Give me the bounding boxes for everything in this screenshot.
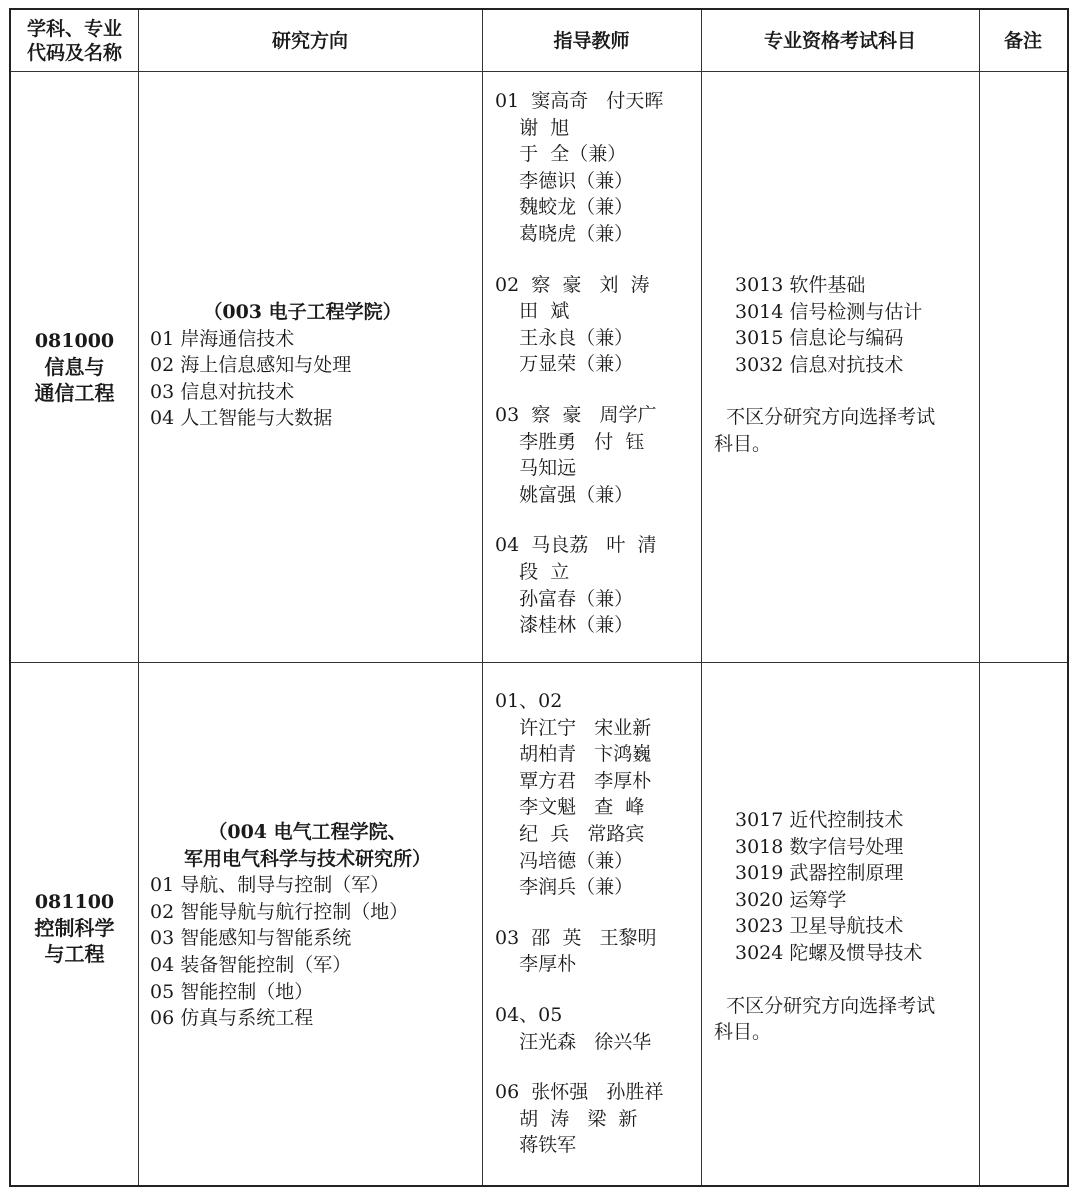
- advisor-group: [495, 402, 695, 508]
- major-name-line: 通信工程: [34, 381, 115, 405]
- column-divider: [482, 10, 483, 1185]
- institute-label: 军用电气科学与技术研究所）: [183, 847, 431, 870]
- exam-note: 科目。: [714, 432, 772, 455]
- advisor-line: 04、05: [495, 1003, 563, 1026]
- advisor-line: 02 察 豪 刘 涛: [495, 273, 650, 296]
- institute-label: （004 电气工程学院、: [208, 821, 407, 843]
- exam-subject: 3014 信号检测与估计: [735, 300, 923, 323]
- major-code: 081100: [34, 891, 115, 913]
- direction-item: 01 导航、制导与控制（军）: [150, 874, 390, 897]
- major-081000: [11, 328, 138, 406]
- advisor-line: 蒋铁军: [495, 1134, 577, 1157]
- advisor-line: 06 张怀强 孙胜祥: [495, 1081, 664, 1104]
- advisor-line: 李德识（兼）: [495, 169, 634, 192]
- exam-subject: 3023 卫星导航技术: [735, 915, 904, 938]
- major-081100: [11, 889, 138, 967]
- exam-subject: 3019 武器控制原理: [735, 862, 904, 885]
- direction-item: 02 海上信息感知与处理: [150, 354, 352, 377]
- advisor-line: 孙富春（兼）: [495, 587, 634, 610]
- exam-note: 科目。: [714, 1021, 772, 1044]
- advisor-line: 田 斌: [495, 300, 570, 323]
- row-divider: [11, 71, 1067, 72]
- advisor-line: 谢 旭: [495, 116, 570, 139]
- advisor-line: 魏蛟龙（兼）: [495, 196, 634, 219]
- exam-subject: 3032 信息对抗技术: [735, 353, 904, 376]
- advisor-line: 万显荣（兼）: [495, 353, 634, 376]
- advisor-group: [495, 272, 695, 378]
- major-code: 081000: [34, 330, 115, 352]
- advisor-group: [495, 688, 695, 901]
- advisor-line: 姚富强（兼）: [495, 483, 634, 506]
- header-major: 学科、专业 代码及名称: [26, 17, 122, 64]
- enrollment-table: [9, 8, 1069, 1187]
- advisor-group: [495, 1002, 695, 1055]
- advisor-line: 李厚朴: [495, 953, 577, 976]
- exam-subject: 3013 软件基础: [735, 274, 866, 296]
- exam-081000: [714, 272, 974, 458]
- header-advisors: 指导教师: [553, 29, 630, 52]
- major-name-line: 信息与: [44, 355, 105, 379]
- advisor-line: 冯培德（兼）: [495, 849, 634, 872]
- exam-081100: [714, 807, 974, 1046]
- advisor-line: 漆桂林（兼）: [495, 614, 634, 637]
- advisor-group: [495, 532, 695, 638]
- exam-subject: 3018 数字信号处理: [735, 835, 904, 858]
- advisors-081100: [495, 688, 695, 1183]
- direction-item: 04 人工智能与大数据: [150, 407, 333, 430]
- advisor-line: 王永良（兼）: [495, 326, 634, 349]
- institute-label: （003 电子工程学院）: [203, 301, 402, 323]
- advisor-line: 马知远: [495, 457, 577, 480]
- direction-item: 05 智能控制（地）: [150, 980, 314, 1003]
- header-direction: 研究方向: [271, 29, 348, 52]
- direction-item: 04 装备智能控制（军）: [150, 953, 352, 976]
- header-exam: 专业资格考试科目: [763, 29, 916, 52]
- advisor-line: 于 全（兼）: [495, 143, 627, 166]
- advisor-line: 纪 兵 常路宾: [495, 822, 645, 845]
- direction-item: 01 岸海通信技术: [150, 327, 295, 350]
- exam-subject: 3020 运筹学: [735, 888, 847, 911]
- exam-subject: 3024 陀螺及惯导技术: [735, 941, 923, 964]
- advisor-group: [495, 1079, 695, 1159]
- header-notes: 备注: [1003, 29, 1042, 52]
- major-name-line: 控制科学: [34, 916, 115, 940]
- advisor-line: 胡 涛 梁 新: [495, 1107, 638, 1130]
- advisor-line: 03 察 豪 周学广: [495, 403, 657, 426]
- advisor-group: [495, 925, 695, 978]
- column-divider: [138, 10, 139, 1185]
- advisor-line: 许江宁 宋业新: [495, 716, 652, 739]
- advisor-line: 03 邵 英 王黎明: [495, 926, 657, 949]
- direction-item: 03 智能感知与智能系统: [150, 927, 352, 950]
- exam-subject: 3017 近代控制技术: [735, 809, 904, 831]
- advisor-line: 覃方君 李厚朴: [495, 769, 652, 792]
- exam-note: 不区分研究方向选择考试: [714, 994, 936, 1017]
- advisor-line: 01、02: [495, 690, 563, 712]
- remarks-081000: [979, 71, 1067, 662]
- advisor-line: 汪光森 徐兴华: [495, 1030, 652, 1053]
- advisor-line: 段 立: [495, 560, 570, 583]
- advisor-line: 李文魁 查 峰: [495, 796, 645, 819]
- advisor-line: 01 窦高奇 付天晖: [495, 90, 664, 112]
- advisor-line: 胡柏青 卞鸿巍: [495, 743, 652, 766]
- direction-item: 02 智能导航与航行控制（地）: [150, 900, 409, 923]
- advisors-081000: [495, 88, 695, 663]
- advisor-group: [495, 88, 695, 248]
- exam-note: 不区分研究方向选择考试: [714, 406, 936, 429]
- advisor-line: 李润兵（兼）: [495, 876, 634, 899]
- advisor-line: 04 马良荔 叶 清: [495, 534, 657, 557]
- remarks-081100: [979, 662, 1067, 1185]
- advisor-line: 葛晓虎（兼）: [495, 222, 634, 245]
- column-divider: [701, 10, 702, 1185]
- direction-item: 03 信息对抗技术: [150, 380, 295, 403]
- exam-subject: 3015 信息论与编码: [735, 327, 904, 350]
- direction-item: 06 仿真与系统工程: [150, 1007, 314, 1030]
- major-name-line: 与工程: [44, 942, 105, 966]
- directions-081000: [150, 299, 475, 432]
- directions-081100: [150, 819, 475, 1032]
- advisor-line: 李胜勇 付 钰: [495, 430, 645, 453]
